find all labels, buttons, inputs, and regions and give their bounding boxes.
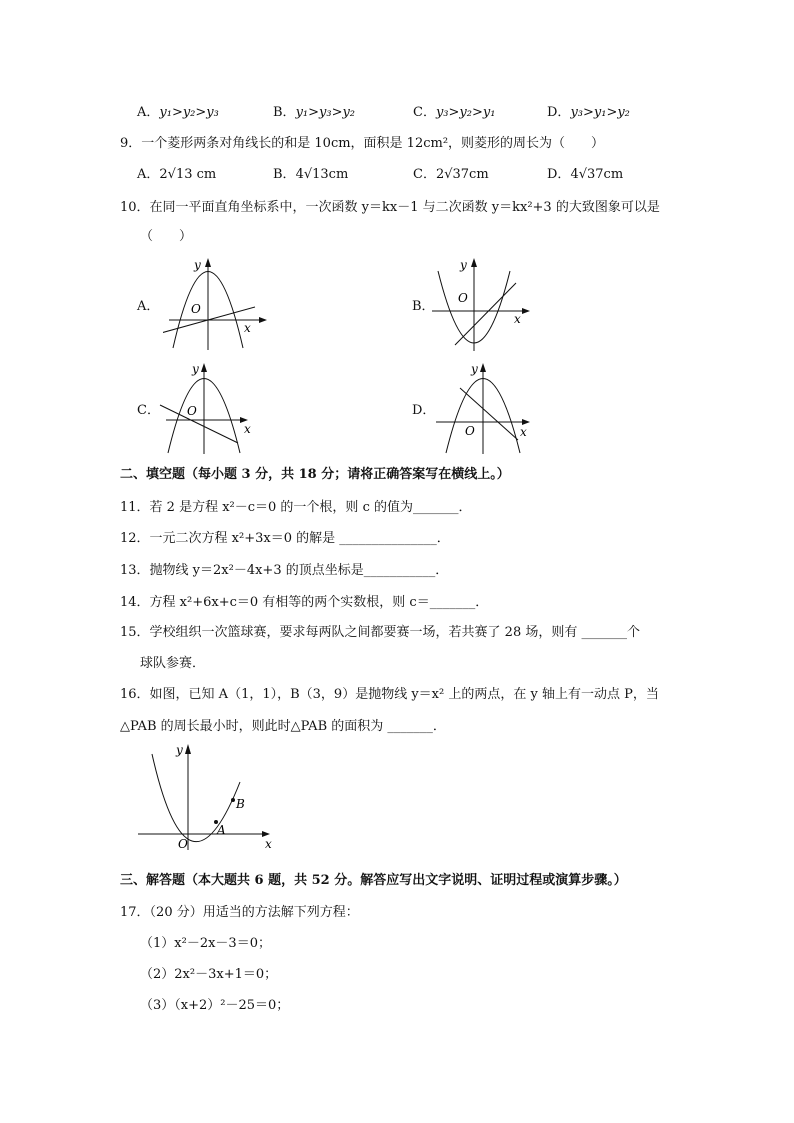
q9-option-a: A．2√13 cm <box>137 167 217 182</box>
q9-option-c: C．2√37cm <box>413 167 489 182</box>
origin-label: O <box>187 404 197 418</box>
y-label: y <box>471 362 478 376</box>
q10-stem: 10．在同一平面直角坐标系中，一次函数 y＝kx－1 与二次函数 y＝kx²+3 的大致图象可以是 <box>120 200 660 215</box>
q15-line1: 15．学校组织一次篮球赛，要求每两队之间都要赛一场，若共赛了 28 场，则有 _______个 <box>120 625 640 640</box>
q16-line2: △PAB 的周长最小时，则此时△PAB 的面积为 _______． <box>120 719 446 734</box>
y-axis-arrow <box>185 744 191 754</box>
q9-stem: 9．一个菱形两条对角线长的和是 10cm，面积是 12cm²，则菱形的周长为（ ） <box>120 136 605 151</box>
y-label: y <box>194 258 201 272</box>
q17-item-3: （3）（x+2）²－25＝0； <box>140 998 290 1013</box>
q10-graph-a-label: A． <box>137 299 160 314</box>
x-axis-arrow <box>522 308 530 314</box>
x-label: x <box>265 837 272 850</box>
y-axis-arrow <box>205 258 211 267</box>
q15-line2: 球队参赛． <box>140 656 206 671</box>
q10-graph-c-label: C． <box>137 403 160 418</box>
q8-option-d: D．y₃>y₁>y₂ <box>547 105 630 120</box>
q14: 14．方程 x²+6x+c＝0 有相等的两个实数根，则 c＝_______． <box>120 595 489 610</box>
x-axis-arrow <box>259 317 267 323</box>
y-label: y <box>192 362 199 376</box>
y-axis-arrow <box>201 363 207 372</box>
q8-option-a: A．y₁>y₂>y₃ <box>137 105 219 120</box>
parabola <box>152 754 240 842</box>
q10-graph-b-label: B． <box>412 299 435 314</box>
point-a-label: A <box>217 823 226 837</box>
q8-option-b: B．y₁>y₃>y₂ <box>273 105 356 120</box>
q10-graph-c <box>158 360 262 456</box>
q10-graph-a <box>163 255 267 355</box>
q8-option-c: C．y₃>y₂>y₁ <box>413 105 496 120</box>
q9-option-d: D．4√37cm <box>547 167 624 182</box>
point-b-label: B <box>236 797 245 811</box>
origin-label: O <box>178 837 188 850</box>
y-axis-arrow <box>480 363 486 372</box>
section3-title: 三、解答题（本大题共 6 题，共 52 分。解答应写出文字说明、证明过程或演算步骤。） <box>120 873 627 888</box>
y-axis-arrow <box>471 258 477 267</box>
q10-graph-d <box>432 360 536 456</box>
q11: 11．若 2 是方程 x²－c＝0 的一个根，则 c 的值为_______． <box>120 500 472 515</box>
q10-graph-b <box>430 253 534 353</box>
x-label: x <box>244 422 251 436</box>
q16-line1: 16．如图，已知 A（1，1），B（3，9）是抛物线 y＝x² 上的两点，在 y 轴上有一动点 P，当 <box>120 687 659 702</box>
q16-figure <box>136 738 278 850</box>
x-label: x <box>520 425 527 439</box>
origin-label: O <box>465 424 475 438</box>
q17-item-2: （2）2x²－3x+1＝0； <box>140 967 278 982</box>
y-label: y <box>176 743 183 757</box>
y-label: y <box>460 258 467 272</box>
section2-title: 二、填空题（每小题 3 分，共 18 分；请将正确答案写在横线上。） <box>120 467 510 482</box>
q12: 12．一元二次方程 x²+3x＝0 的解是 _______________． <box>120 531 450 546</box>
q10-graph-d-label: D． <box>412 403 436 418</box>
x-label: x <box>514 312 521 326</box>
q9-option-b: B．4√13cm <box>273 167 349 182</box>
q10-paren: （ ） <box>140 229 193 244</box>
origin-label: O <box>458 291 468 305</box>
origin-label: O <box>191 302 201 316</box>
point-b <box>231 798 235 802</box>
x-label: x <box>244 321 251 335</box>
q17-item-1: （1）x²－2x－3＝0； <box>140 936 271 951</box>
q17-stem: 17．（20 分）用适当的方法解下列方程： <box>120 905 359 920</box>
q13: 13．抛物线 y＝2x²－4x+3 的顶点坐标是___________． <box>120 563 449 578</box>
